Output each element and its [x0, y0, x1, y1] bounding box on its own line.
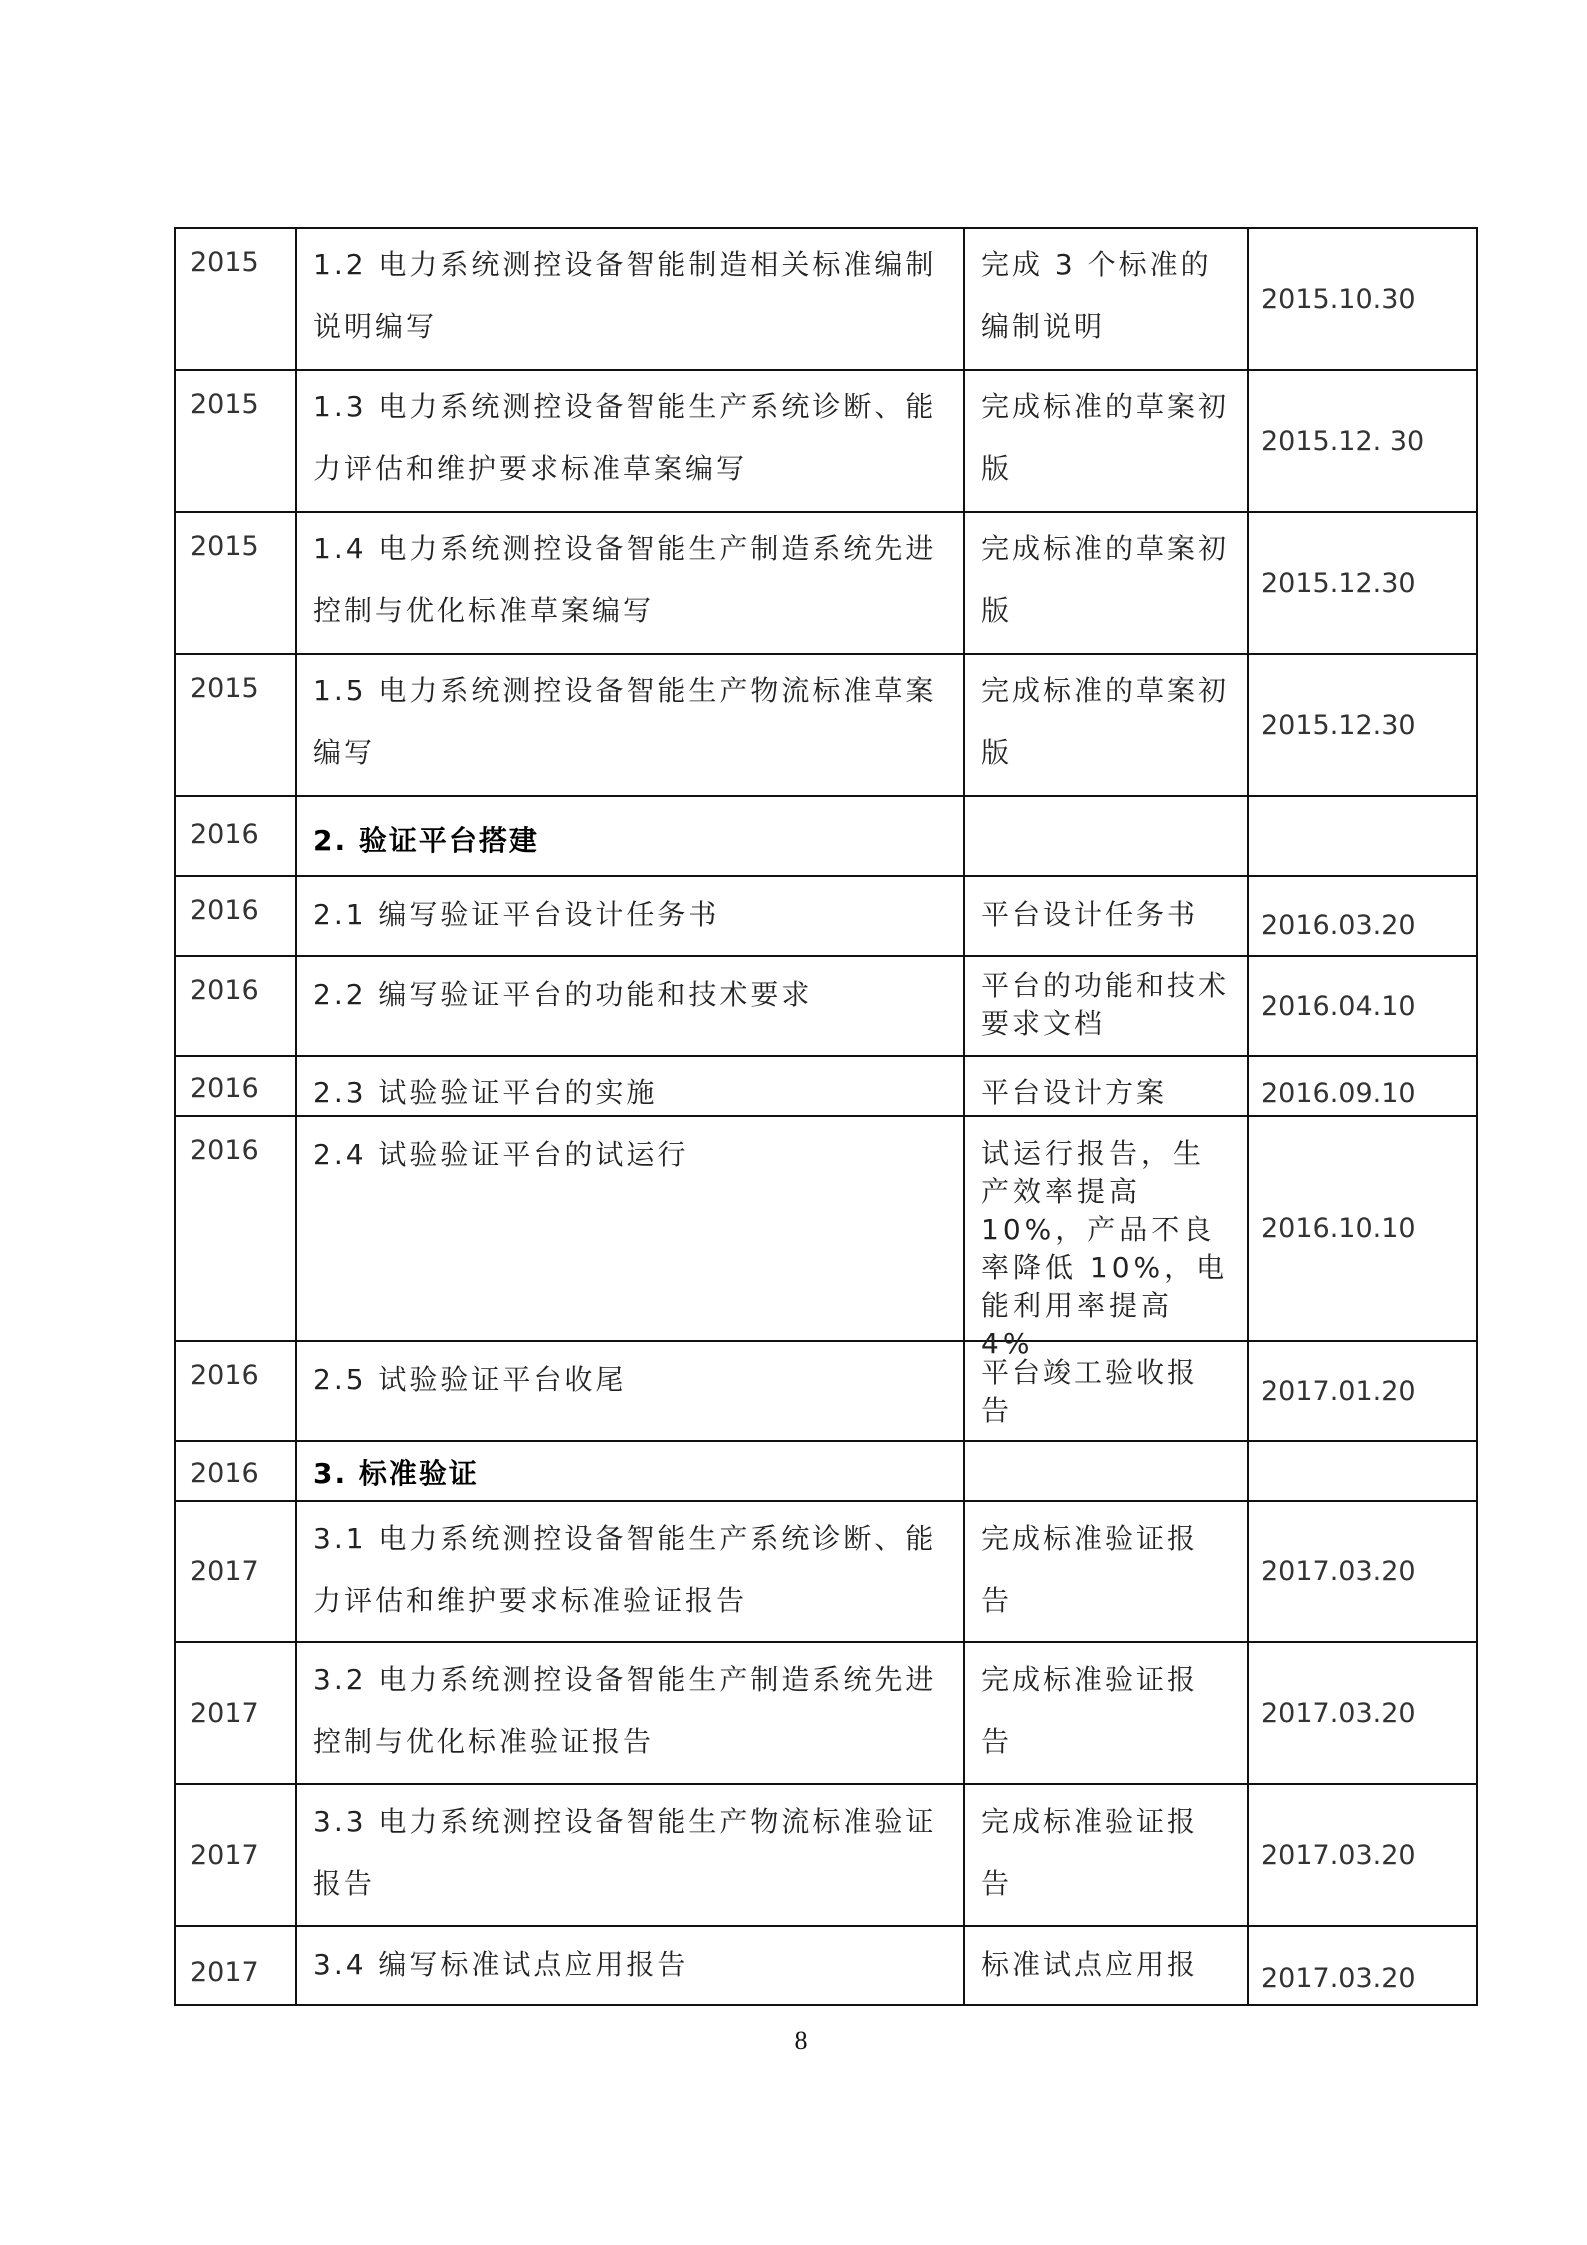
output-cell: 完成标准验证报告 — [981, 1522, 1199, 1617]
task-cell: 3.3 电力系统测控设备智能生产物流标准验证报告 — [313, 1805, 937, 1900]
task-cell: 1.2 电力系统测控设备智能制造相关标准编制说明编写 — [313, 248, 937, 343]
section-heading: 2. 验证平台搭建 — [313, 824, 539, 857]
table-row — [175, 876, 1477, 956]
date-cell: 2017.03.20 — [1261, 1839, 1416, 1871]
task-cell: 1.3 电力系统测控设备智能生产系统诊断、能力评估和维护要求标准草案编写 — [313, 390, 937, 485]
year-cell: 2016 — [190, 819, 259, 850]
year-cell: 2016 — [190, 1360, 259, 1391]
year-cell: 2016 — [190, 975, 259, 1006]
date-cell: 2017.03.20 — [1261, 1697, 1416, 1729]
year-cell: 2016 — [190, 1458, 259, 1489]
date-cell: 2017.03.20 — [1261, 1556, 1416, 1587]
table-row — [175, 654, 1477, 796]
year-cell: 2015 — [190, 531, 259, 562]
output-cell: 平台的功能和技术要求文档 — [981, 969, 1230, 1040]
output-cell — [965, 1442, 1247, 1500]
output-cell: 完成标准的草案初版 — [981, 532, 1230, 627]
table-row — [175, 1926, 1477, 2005]
output-cell: 标准试点应用报 — [981, 1948, 1199, 1981]
schedule-table — [174, 227, 1478, 2006]
table-row — [175, 1116, 1477, 1341]
task-cell: 2.1 编写验证平台设计任务书 — [313, 898, 720, 931]
date-cell: 2017.03.20 — [1261, 1963, 1416, 1994]
task-cell: 2.5 试验验证平台收尾 — [313, 1363, 627, 1396]
task-cell: 3.2 电力系统测控设备智能生产制造系统先进控制与优化标准验证报告 — [313, 1663, 937, 1758]
year-cell: 2015 — [190, 247, 259, 278]
task-cell: 2.2 编写验证平台的功能和技术要求 — [313, 978, 813, 1011]
date-cell: 2016.09.10 — [1261, 1078, 1416, 1109]
year-cell: 2017 — [190, 1839, 259, 1871]
output-cell: 平台设计方案 — [981, 1076, 1168, 1109]
date-cell: 2015.12.30 — [1261, 709, 1416, 741]
year-cell: 2017 — [190, 1556, 259, 1587]
output-cell: 完成标准验证报告 — [981, 1805, 1199, 1900]
table-row — [175, 228, 1477, 370]
date-cell: 2017.01.20 — [1261, 1375, 1416, 1407]
task-cell: 1.4 电力系统测控设备智能生产制造系统先进控制与优化标准草案编写 — [313, 532, 937, 627]
year-cell: 2015 — [190, 389, 259, 420]
table-row — [175, 512, 1477, 654]
year-cell: 2015 — [190, 673, 259, 704]
output-cell: 试运行报告，生产效率提高 10%，产品不良率降低 10%，电能利用率提高 4% — [981, 1137, 1229, 1360]
section-row — [175, 796, 1477, 876]
section-heading: 3. 标准验证 — [313, 1457, 479, 1490]
year-cell: 2017 — [190, 1957, 259, 1988]
date-cell: 2015.10.30 — [1261, 283, 1416, 315]
output-cell: 平台竣工验收报告 — [981, 1356, 1199, 1427]
task-cell: 3.1 电力系统测控设备智能生产系统诊断、能力评估和维护要求标准验证报告 — [313, 1522, 937, 1617]
table-row — [175, 1501, 1477, 1642]
task-cell: 2.3 试验验证平台的实施 — [313, 1076, 658, 1109]
output-cell: 完成标准的草案初版 — [981, 390, 1230, 485]
year-cell: 2016 — [190, 895, 259, 926]
table-row — [175, 1341, 1477, 1441]
section-row — [175, 1441, 1477, 1501]
date-cell: 2016.03.20 — [1261, 910, 1416, 941]
table-row — [175, 370, 1477, 512]
output-cell: 平台设计任务书 — [981, 898, 1199, 931]
date-cell: 2016.10.10 — [1261, 1213, 1416, 1244]
output-cell: 完成标准的草案初版 — [981, 674, 1230, 769]
task-cell: 1.5 电力系统测控设备智能生产物流标准草案编写 — [313, 674, 937, 769]
year-cell: 2017 — [190, 1697, 259, 1729]
date-cell: 2015.12.30 — [1261, 567, 1416, 599]
table-row — [175, 956, 1477, 1056]
page-number: 8 — [794, 2026, 808, 2055]
year-cell: 2016 — [190, 1073, 259, 1104]
task-cell: 2.4 试验验证平台的试运行 — [313, 1138, 689, 1171]
task-cell: 3.4 编写标准试点应用报告 — [313, 1948, 689, 1981]
table-row — [175, 1642, 1477, 1784]
output-cell — [965, 797, 1247, 875]
table-row — [175, 1784, 1477, 1926]
date-cell: 2016.04.10 — [1261, 990, 1416, 1022]
year-cell: 2016 — [190, 1135, 259, 1166]
date-cell: 2015.12. 30 — [1261, 425, 1425, 457]
output-cell: 完成 3 个标准的编制说明 — [981, 248, 1212, 343]
date-cell — [1249, 1442, 1476, 1500]
table-row — [175, 1056, 1477, 1116]
date-cell — [1249, 797, 1476, 875]
output-cell: 完成标准验证报告 — [981, 1663, 1199, 1758]
